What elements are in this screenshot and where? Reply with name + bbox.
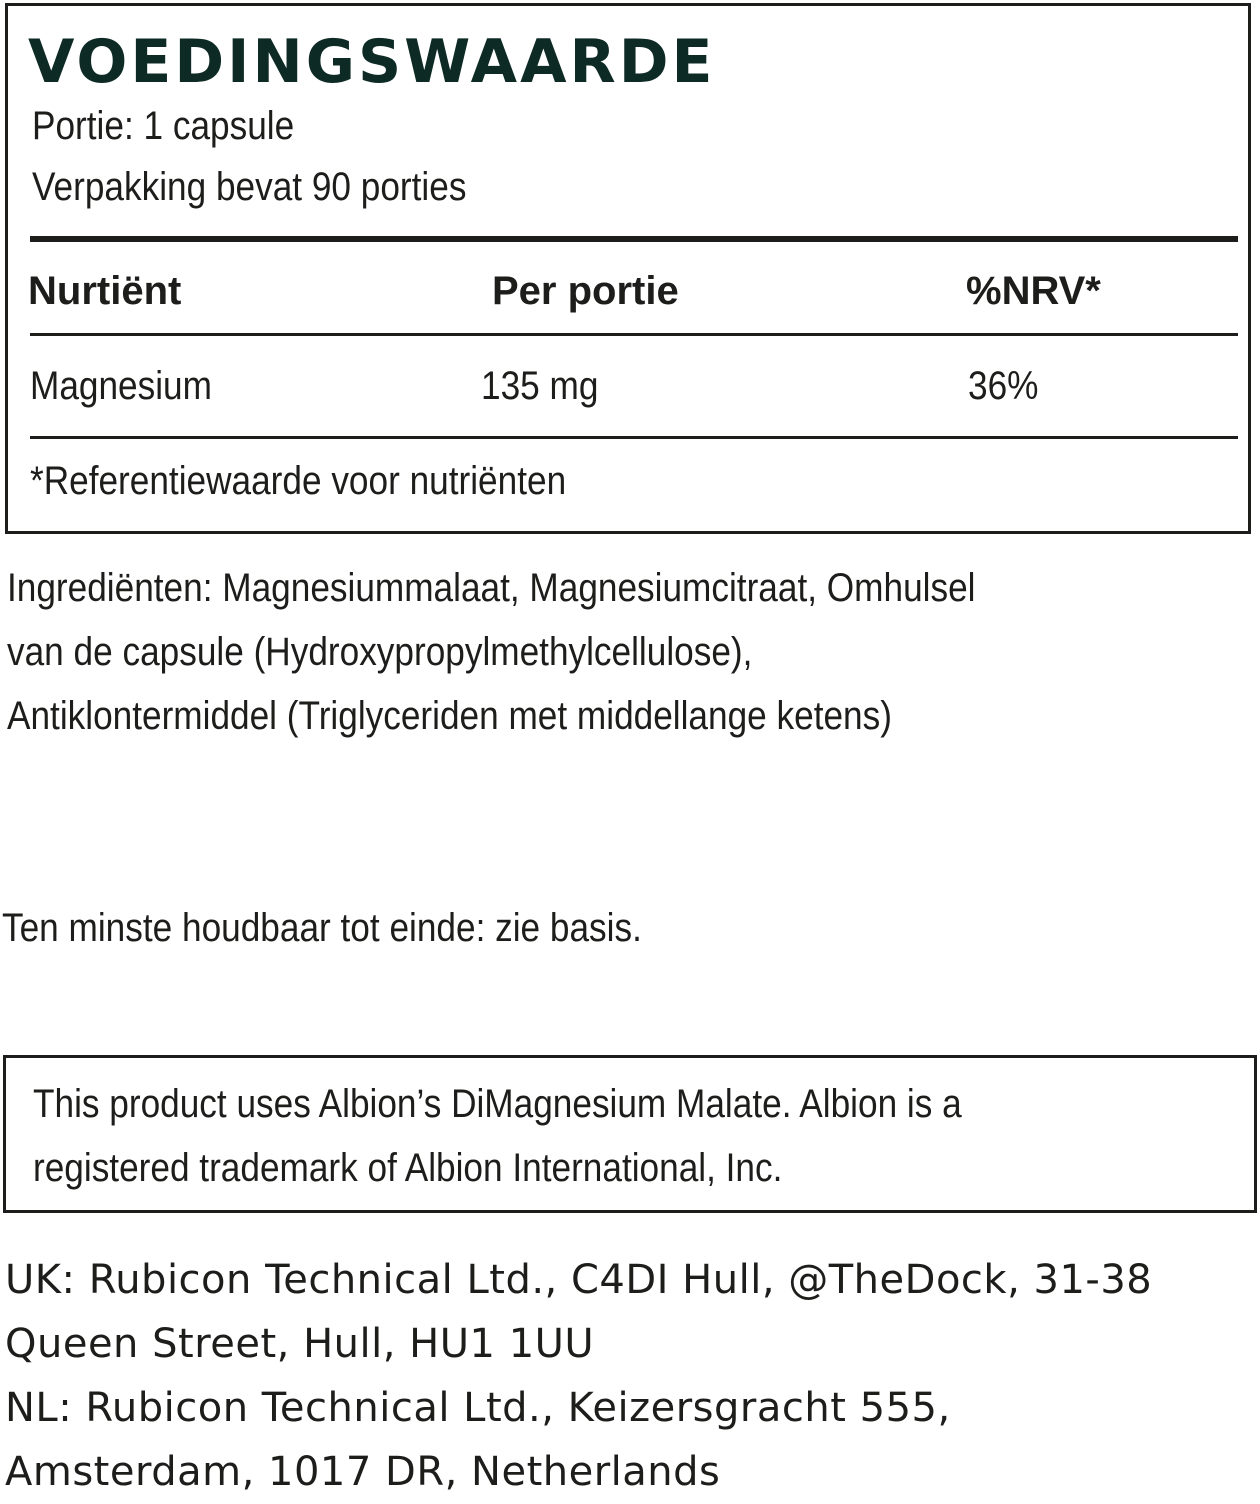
nrv-cell: 36% [968,364,1039,408]
nutrient-name-cell: Magnesium [30,364,212,408]
ingredients-line: Antiklontermiddel (Triglyceriden met middellange ketens) [7,694,892,738]
nutrition-title: VOEDINGSWAARDE [28,27,716,97]
address-line-uk: UK: Rubicon Technical Ltd., C4DI Hull, @TheDock, 31-38 [5,1257,1153,1303]
row-divider [30,436,1238,439]
column-header-nutrient: Nurtiënt [28,269,182,313]
servings-per-pack: Verpakking bevat 90 porties [32,165,467,209]
trademark-notice-line: registered trademark of Albion International, Inc. [33,1146,783,1190]
ingredients-list [7,556,1133,748]
nrv-footnote: *Referentiewaarde voor nutriënten [30,459,567,503]
per-serving-cell: 135 mg [481,364,599,408]
serving-size: Portie: 1 capsule [32,104,295,148]
company-addresses [5,1248,1152,1504]
column-header-per-serving: Per portie [492,269,679,313]
ingredients-line: Ingrediënten: Magnesiummalaat, Magnesiumcitraat, Omhulsel [7,566,976,610]
trademark-notice-text [33,1072,1177,1200]
header-divider [30,333,1238,336]
nutrition-facts-panel [5,3,1251,534]
address-line-nl-cont: Amsterdam, 1017 DR, Netherlands [5,1449,721,1495]
best-before-note: Ten minste houdbaar tot einde: zie basis. [2,906,642,950]
thick-divider [30,236,1238,242]
address-line-uk-cont: Queen Street, Hull, HU1 1UU [5,1321,595,1367]
ingredients-line: van de capsule (Hydroxypropylmethylcellulose), [7,630,753,674]
trademark-notice-box [3,1055,1257,1213]
address-line-nl: NL: Rubicon Technical Ltd., Keizersgracht 555, [5,1385,951,1431]
trademark-notice-line: This product uses Albion’s DiMagnesium Malate. Albion is a [33,1082,962,1126]
column-header-nrv: %NRV* [966,269,1101,313]
